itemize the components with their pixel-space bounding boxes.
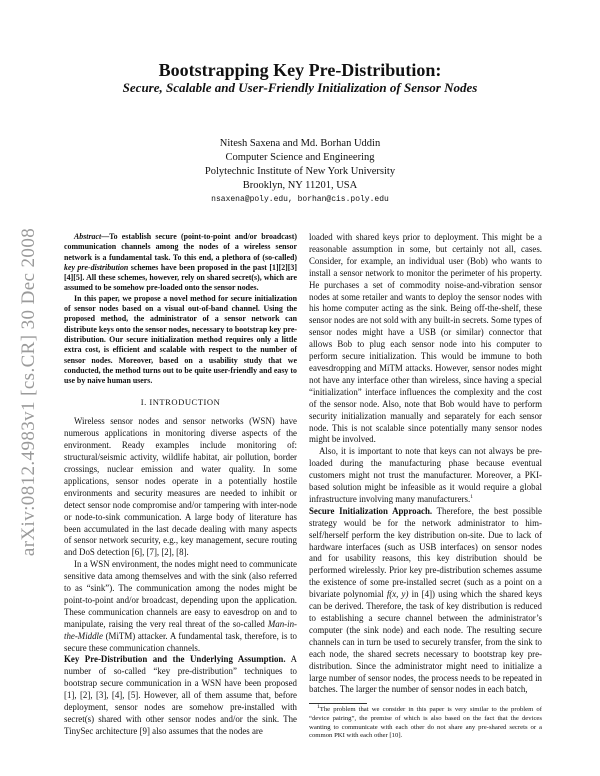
paper-title: Bootstrapping Key Pre-Distribution:: [158, 60, 442, 80]
abstract-paragraph-2: In this paper, we propose a novel method for secure initialization of sensor nodes based on a visual out-of-band channel. Using the proposed method, the administrator of a sensor network can distribute keys onto the sensor nodes, necessary to bootstrap key pre-distribution. Our secure initialization method requires only a little extra cost, is efficient and scalable with respect to the number of sensor nodes. Moreover, based on a usability study that we conducted, the method turns out to be quite user-friendly and easy to use by naive human users.: [64, 293, 297, 386]
author-block: [0, 137, 600, 207]
author-address: Brooklyn, NY 11201, USA: [242, 180, 358, 191]
intro-paragraph-1: Wireless sensor nodes and sensor networks (WSN) have numerous applications in monitoring diverse aspects of the environment. Ready examples include monitoring of: structural/seismic activity, wildlife habitat, air pollution, border crossings, nuclear emission and water quality. In some applications, sensor nodes operate in a potentially hostile environments and security measures are needed to inhibit or detect sensor node compromise and/or tampering with inter-node or node-to-sink communication. A large body of literature has been accumulated in the last decade dealing with many aspects of sensor network security, e.g., key management, secure routing and DoS detection [6], [7], [2], [8].: [64, 416, 297, 558]
intro-paragraph-2: In a WSN environment, the nodes might need to communicate sensitive data among themselves and with the sink (also referred to as “sink”). The communication among the nodes might be point-to-point and/or broadcast, depending upon the application. These communication channels are easy to eavesdrop on and to manipulate, raising the very real threat of the so-called Man-in-the-Middle (MiTM) attacker. A fundamental task, therefore, is to secure these communication channels.: [64, 559, 297, 653]
paper-subtitle: Secure, Scalable and User-Friendly Initialization of Sensor Nodes: [122, 80, 478, 95]
math-bivariate-polynomial: f(x, y): [386, 589, 409, 600]
right-paragraph-1: loaded with shared keys prior to deployment. This might be a reasonable assumption in some, but certainly not all, cases. Consider, for example, an individual user (Bob) who wants to install a sensor network to monitor the perimeter of his property. He purchases a set of commodity noise-and-vibration sensor nodes at some retailer and wants to deploy the sensor nodes with his home computer acting as the sink. Being off-the-shelf, these sensor nodes are not sold with any built-in secrets. Some types of sensor nodes might have a USB (or similar) connector that allows Bob to plug each sensor node into his computer to perform secure initialization. This would be immune to both eavesdropping and MiTM attacks. However, sensor nodes might not have any interface other than wireless, since having a special “initialization” interface influences the complexity and the cost of the sensor node. Also, note that Bob would have to perform security initialization manually and separately for each sensor node. This is not scalable since potentially many sensor nodes might be involved.: [309, 232, 542, 445]
emphasis-key-pre-distribution: key pre-distribution: [64, 262, 129, 272]
abstract-label: Abstract: [74, 232, 102, 241]
arxiv-stamp: [16, 214, 42, 570]
footnote: $^1$The problem that we consider in this paper is very similar to the problem of “device pairing”, the premise of which is also based on the fact that the devices wanting to communicate with each other do not share any pre-shared secrets or a common PKI with each other [10].: [309, 704, 542, 740]
author-institution: Polytechnic Institute of New York University: [204, 166, 396, 177]
abstract-paragraph-1: Abstract—To establish secure (point-to-point and/or broadcast) communication channels among the nodes of a wireless sensor network is a fundamental task. To this end, a plethora of (so-called) key pre-distribution schemes have been proposed in the past [1][2][3][4][5]. All these schemes, however, rely on shared secret(s), which are assumed to be somehow pre-loaded onto the sensor nodes.: [64, 232, 297, 293]
emphasis-mitm: Man-in-the-Middle: [64, 618, 297, 641]
left-column: [64, 232, 297, 738]
right-paragraph-2: Also, it is important to note that keys can not always be pre-loaded during the manufacturing phase because eventual customers might not trust the manufacturer. Moreover, a PKI-based solution might be infeasible as it would require a global infrastructure involving many manufacturers.$^1$: [309, 446, 542, 504]
run-in-heading-secure-initialization: Secure Initialization Approach.: [309, 505, 433, 516]
footnote-number: 1: [317, 704, 320, 711]
arxiv-stamp-text: arXiv:0812.4983v1 [cs.CR] 30 Dec 2008: [18, 227, 39, 557]
author-emails: nsaxena@poly.edu, borhan@cis.poly.edu: [211, 195, 389, 204]
run-in-heading-key-predistribution: Key Pre-Distribution and the Underlying Assumption.: [64, 654, 286, 665]
right-column: [309, 232, 542, 741]
intro-paragraph-3: Key Pre-Distribution and the Underlying Assumption. A number of so-called “key pre-distribution” techniques to bootstrap secure communication in a WSN have been proposed [1], [2], [3], [4], [5]. However, all of them assume that, before deployment, sensor nodes are somehow pre-installed with secret(s) shared with other sensor nodes and/or the sink. The TinySec architecture [9] also assumes that the nodes are: [64, 654, 297, 736]
author-department: Computer Science and Engineering: [225, 152, 375, 163]
section-heading-introduction: I. INTRODUCTION: [140, 397, 221, 408]
author-names: Nitesh Saxena and Md. Borhan Uddin: [219, 138, 381, 149]
right-paragraph-3: Secure Initialization Approach. Therefore, the best possible strategy would be for the network administrator to him-self/herself perform the key distribution on-site. Due to lack of hardware interfaces (such as USB interfaces) on sensor nodes and for usability reasons, this key distribution should be performed wirelessly. Prior key pre-distribution schemes assume the existence of some pre-installed secret (such as a point on a bivariate polynomial f(x, y) in [4]) using which the shared keys can be derived. Therefore, the task of key distribution is reduced to establishing a secure channel between the administrator’s computer (the sink node) and each node. The resulting secure channels can in turn be used to securely transfer, from the sink to each node, the shared secrets necessary to bootstrap key pre-distribution. Since the administrator might need to initialize a large number of sensor nodes, the process needs to be repeated in batches. The larger the number of sensor nodes in each batch,: [309, 505, 542, 695]
footnote-marker: 1: [470, 493, 473, 500]
